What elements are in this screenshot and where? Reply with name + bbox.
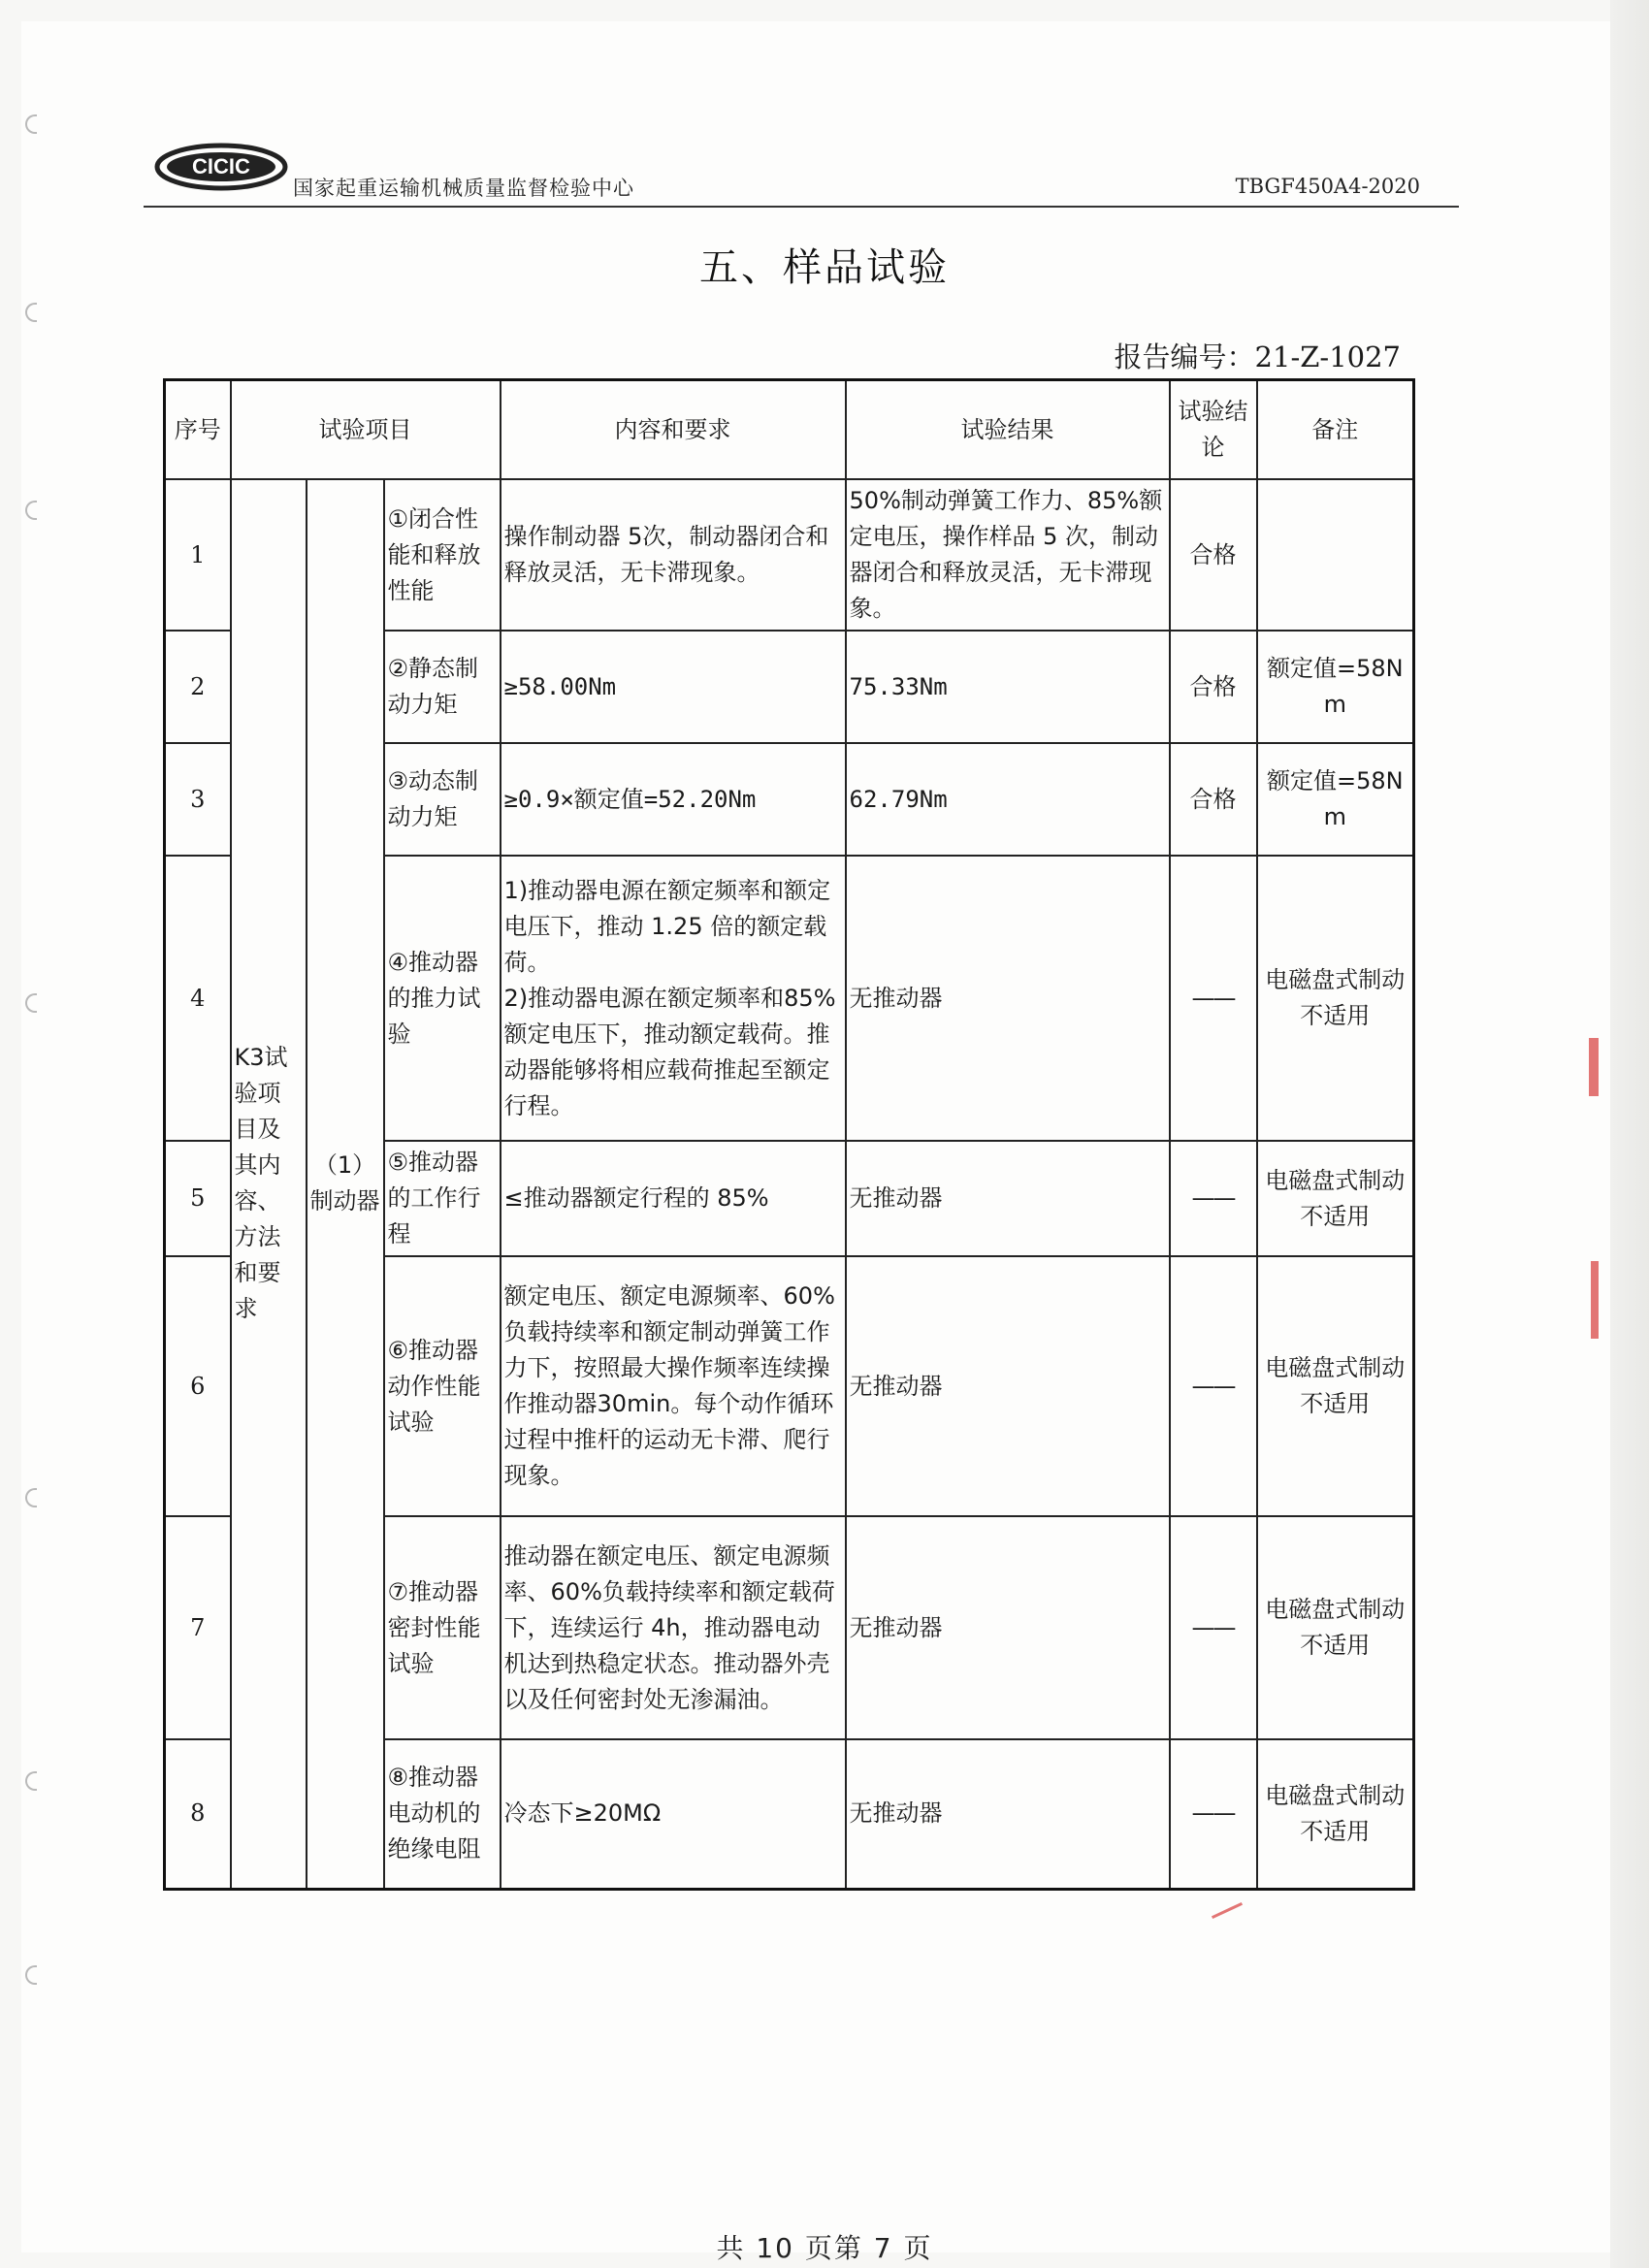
header-conclusion: 试验结论: [1170, 380, 1257, 480]
header-note: 备注: [1257, 380, 1414, 480]
row-item: ⑤推动器的工作行程: [384, 1141, 501, 1256]
row-seq: 7: [165, 1516, 231, 1739]
group-k3: K3试验项目及其内容、方法和要求: [231, 479, 307, 1889]
row-requirement: [501, 856, 846, 1141]
row-conclusion: 合格: [1170, 743, 1257, 856]
row-seq: 4: [165, 856, 231, 1141]
row-seq: 5: [165, 1141, 231, 1256]
row-note: 额定值=58Nm: [1257, 631, 1414, 743]
row-result: 无推动器: [846, 1739, 1170, 1889]
row-note: [1257, 479, 1414, 631]
table-row: [165, 479, 1414, 631]
row-requirement: 操作制动器 5次，制动器闭合和释放灵活，无卡滞现象。: [501, 479, 846, 631]
row-note: 电磁盘式制动不适用: [1257, 1739, 1414, 1889]
row-item: ⑧推动器电动机的绝缘电阻: [384, 1739, 501, 1889]
row-requirement: 冷态下≥20MΩ: [501, 1739, 846, 1889]
row-conclusion: ——: [1170, 1256, 1257, 1516]
row-seq: 8: [165, 1739, 231, 1889]
row-requirement: 推动器在额定电压、额定电源频率、60%负载持续率和额定载荷下，连续运行 4h，推动器电动机达到热稳定状态。推动器外壳以及任何密封处无渗漏油。: [501, 1516, 846, 1739]
document-code: TBGF450A4-2020: [1235, 175, 1420, 198]
row-result: 62.79Nm: [846, 743, 1170, 856]
table-header-row: [165, 380, 1414, 480]
row-result: 75.33Nm: [846, 631, 1170, 743]
row-note: 电磁盘式制动不适用: [1257, 1516, 1414, 1739]
organization-name: 国家起重运输机械质量监督检验中心: [293, 177, 634, 200]
row-requirement: ≤推动器额定行程的 85%: [501, 1141, 846, 1256]
row-item: ②静态制动力矩: [384, 631, 501, 743]
row-seq: 2: [165, 631, 231, 743]
row-conclusion: 合格: [1170, 479, 1257, 631]
row-result: 无推动器: [846, 856, 1170, 1141]
sample-test-table: [163, 378, 1415, 1891]
report-number: [1115, 336, 1401, 375]
requirement-line-2: 2)推动器电源在额定频率和85%额定电压下，推动额定载荷。推动器能够将相应载荷推起至额定行程。: [503, 984, 836, 1119]
row-seq: 3: [165, 743, 231, 856]
row-requirement: ≥0.9×额定值=52.20Nm: [501, 743, 846, 856]
row-item: ⑥推动器动作性能试验: [384, 1256, 501, 1516]
page-footer: 共 10 页第 7 页: [716, 2232, 933, 2264]
row-note: 额定值=58Nm: [1257, 743, 1414, 856]
row-item: ⑦推动器密封性能试验: [384, 1516, 501, 1739]
row-item: ④推动器的推力试验: [384, 856, 501, 1141]
requirement-line-1: 1)推动器电源在额定频率和额定电压下，推动 1.25 倍的额定载荷。: [503, 876, 831, 976]
header-divider: [144, 206, 1459, 208]
page-title: 五、样品试验: [699, 245, 950, 290]
row-result: 50%制动弹簧工作力、85%额定电压，操作样品 5 次，制动器闭合和释放灵活，无卡滞现象。: [846, 479, 1170, 631]
report-number-label: 报告编号：: [1114, 340, 1255, 373]
row-item: ①闭合性能和释放性能: [384, 479, 501, 631]
header-requirement: 内容和要求: [501, 380, 846, 480]
svg-text:CICIC: CICIC: [192, 154, 250, 178]
header-item: 试验项目: [231, 380, 501, 480]
row-seq: 1: [165, 479, 231, 631]
row-result: 无推动器: [846, 1256, 1170, 1516]
row-note: 电磁盘式制动不适用: [1257, 1256, 1414, 1516]
red-stamp-fragment: [1591, 1261, 1599, 1339]
row-conclusion: ——: [1170, 1739, 1257, 1889]
red-stamp-fragment: [1589, 1038, 1599, 1096]
row-conclusion: ——: [1170, 1141, 1257, 1256]
header-seq: 序号: [165, 380, 231, 480]
row-seq: 6: [165, 1256, 231, 1516]
row-conclusion: ——: [1170, 856, 1257, 1141]
report-number-value: 21-Z-1027: [1254, 340, 1401, 373]
row-note: 电磁盘式制动不适用: [1257, 856, 1414, 1141]
row-requirement: 额定电压、额定电源频率、60%负载持续率和额定制动弹簧工作力下，按照最大操作频率连续操作推动器30min。每个动作循环过程中推杆的运动无卡滞、爬行现象。: [501, 1256, 846, 1516]
row-requirement: ≥58.00Nm: [501, 631, 846, 743]
row-conclusion: 合格: [1170, 631, 1257, 743]
page-edge: [1610, 0, 1649, 2268]
header-result: 试验结果: [846, 380, 1170, 480]
row-result: 无推动器: [846, 1141, 1170, 1256]
row-item: ③动态制动力矩: [384, 743, 501, 856]
cicic-logo: [153, 142, 289, 192]
group-brake: （1）制动器: [307, 479, 384, 1889]
row-conclusion: ——: [1170, 1516, 1257, 1739]
row-result: 无推动器: [846, 1516, 1170, 1739]
row-note: 电磁盘式制动不适用: [1257, 1141, 1414, 1256]
